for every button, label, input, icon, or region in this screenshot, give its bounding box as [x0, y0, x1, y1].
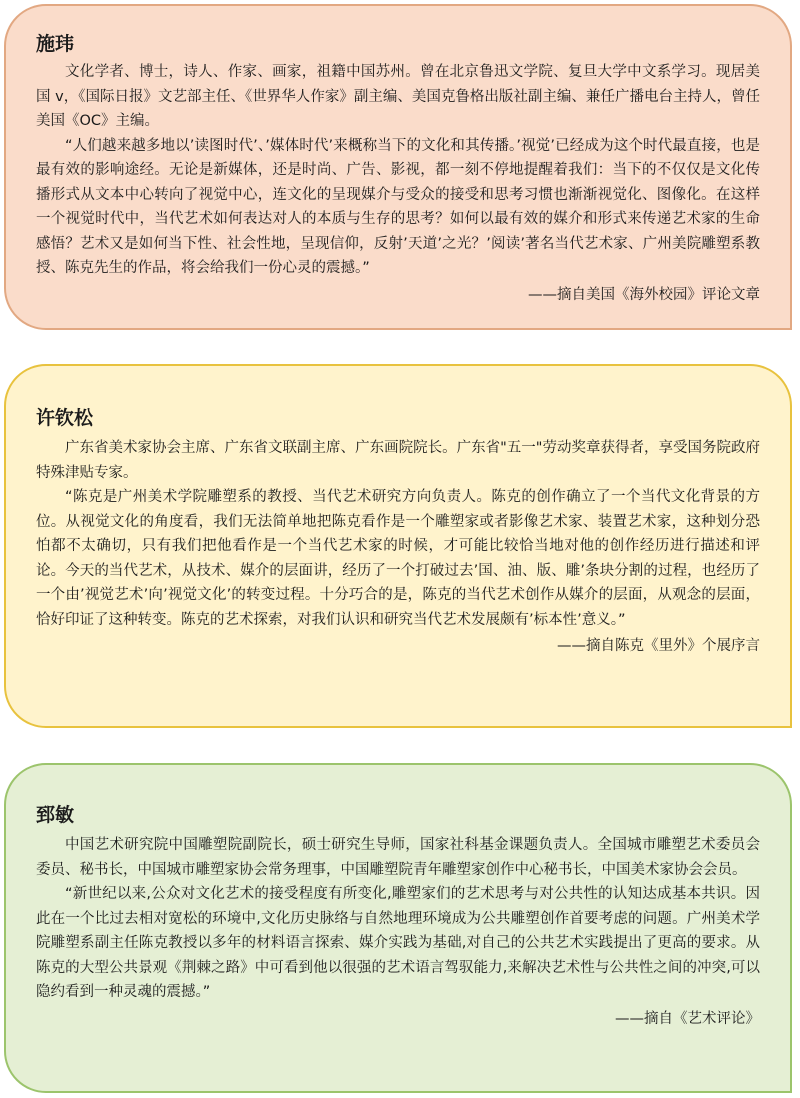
quote-source: ——摘自陈克《里外》个展序言 [557, 638, 760, 654]
review-quote: “新世纪以来,公众对文化艺术的接受程度有所变化,雕塑家们的艺术思考与对公共性的认知达成基本共识。因此在一个比过去相对宽松的环境中,文化历史脉络与自然地理环境成为公共雕塑创作首要考虑的问题。广州美术学院雕塑系副主任陈克教授以多年的材料语言探索、媒介实践为基础,对自己的公共艺术实践提出了更高的要求。从陈克的大型公共景观《荆棘之路》中可看到他以很强的艺术语言驾驭能力,来解决艺术性与公共性之间的冲突,可以隐约看到一种灵魂的震撼。” [36, 886, 760, 1000]
author-bio: 广东省美术家协会主席、广东省文联副主席、广东画院院长。广东省"五一"劳动奖章获得者，享受国务院政府特殊津贴专家。 [36, 440, 760, 481]
review-quote: “人们越来越多地以’读图时代’、’媒体时代’来概称当下的文化和其传播。’视觉’已经成为这个时代最直接，也是最有效的影响途经。无论是新媒体，还是时尚、广告、影视，都一刻不停地提醒着我们：当下的不仅仅是文化传播形式从文本中心转向了视觉中心，连文化的呈现媒介与受众的接受和思考习惯也渐渐视觉化、图像化。在这样一个视觉时代中，当代艺术如何表达对人的本质与生存的思考？如何以最有效的媒介和形式来传递艺术家的生命感悟？艺术又是如何当下性、社会性地，呈现信仰，反射’天道’之光？’阅读’著名当代艺术家、广州美院雕塑系教授、陈克先生的作品，将会给我们一份心灵的震撼。” [36, 137, 760, 276]
quote-card-xu-qinsong [4, 364, 792, 728]
author-name: 郅敏 [36, 804, 75, 826]
author-name: 施玮 [36, 33, 75, 55]
author-bio: 中国艺术研究院中国雕塑院副院长，硕士研究生导师，国家社科基金课题负责人。全国城市雕塑艺术委员会委员、秘书长，中国城市雕塑家协会常务理事，中国雕塑院青年雕塑家创作中心秘书长，中国美术家协会会员。 [36, 837, 760, 878]
quote-card-zhi-min [4, 763, 792, 1093]
author-bio: 文化学者、博士，诗人、作家、画家，祖籍中国苏州。曾在北京鲁迅文学院、复旦大学中文系学习。现居美国 v，《国际日报》文艺部主任、《世界华人作家》副主编、美国克鲁格出版社副主编、兼任广播电台主持人，曾任美国《OC》主编。 [36, 64, 760, 129]
quote-source: ——摘自《艺术评论》 [615, 1010, 760, 1027]
review-quote: “陈克是广州美术学院雕塑系的教授、当代艺术研究方向负责人。陈克的创作确立了一个当代文化背景的方位。从视觉文化的角度看，我们无法简单地把陈克看作是一个雕塑家或者影像艺术家、装置艺术家，这种划分恐怕都不太确切，只有我们把他看作是一个当代艺术家的时候，才可能比较恰当地对他的创作经历进行描述和评论。今天的当代艺术，从技术、媒介的层面讲，经历了一个打破过去’国、油、版、雕’条块分割的过程，也经历了一个由’视觉艺术’向’视觉文化’的转变过程。十分巧合的是，陈克的当代艺术创作从媒介的层面，从观念的层面，恰好印证了这种转变。陈克的艺术探索，对我们认识和研究当代艺术发展颇有’标本性’意义。” [36, 489, 760, 628]
author-name: 许钦松 [36, 407, 94, 429]
quote-source: ——摘自美国《海外校园》评论文章 [528, 286, 760, 303]
quote-card-shi-wei [4, 4, 792, 330]
